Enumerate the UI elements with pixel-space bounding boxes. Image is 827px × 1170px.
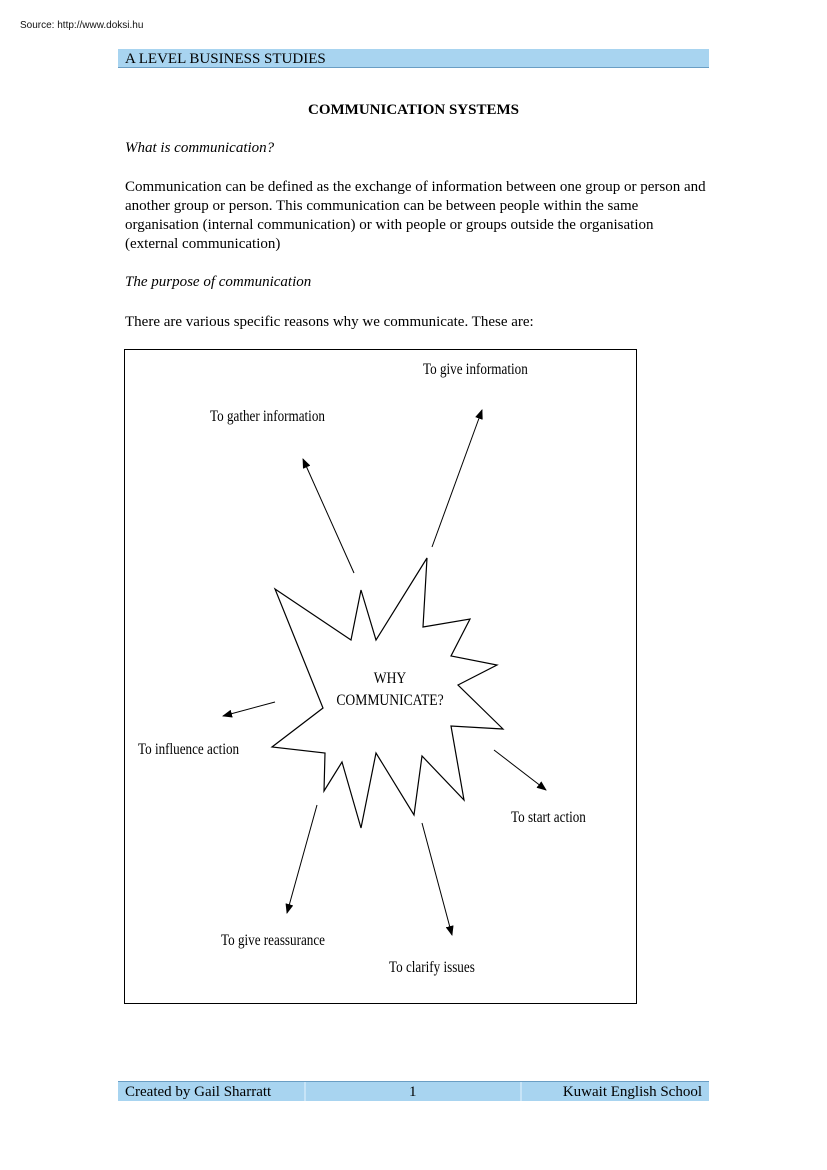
label-gather-information: To gather information bbox=[210, 408, 325, 425]
center-label-line2: COMMUNICATE? bbox=[336, 692, 444, 709]
section-heading-what: What is communication? bbox=[125, 140, 275, 156]
label-influence-action: To influence action bbox=[138, 741, 240, 758]
section-heading-purpose: The purpose of communication bbox=[125, 274, 312, 290]
arrow-give-information bbox=[432, 410, 482, 547]
footer-divider bbox=[304, 1082, 306, 1101]
label-start-action: To start action bbox=[511, 809, 586, 826]
footer-page-number: 1 bbox=[409, 1084, 417, 1100]
arrow-clarify-issues bbox=[422, 823, 452, 935]
footer-bar bbox=[118, 1081, 709, 1101]
arrow-start-action bbox=[494, 750, 546, 790]
section-body-purpose: There are various specific reasons why we communicate. These are: bbox=[125, 314, 534, 330]
label-clarify-issues: To clarify issues bbox=[389, 959, 475, 976]
center-label bbox=[326, 668, 454, 712]
arrow-give-reassurance bbox=[287, 805, 317, 913]
section-body-what: Communication can be defined as the exchange of information between one group or person and another group or person. This communication can be between people within the same organisation (internal communication) or with people or groups outside the organisation (external communication) bbox=[125, 179, 706, 252]
source-url: Source: http://www.doksi.hu bbox=[20, 20, 144, 31]
center-label-line1: WHY bbox=[373, 670, 407, 687]
footer-school: Kuwait English School bbox=[562, 1084, 702, 1100]
header-text: A LEVEL BUSINESS STUDIES bbox=[125, 51, 326, 67]
footer-divider bbox=[520, 1082, 522, 1101]
label-give-information: To give information bbox=[423, 361, 528, 378]
arrow-influence-action bbox=[223, 702, 275, 716]
header-bar bbox=[118, 49, 709, 68]
label-give-reassurance: To give reassurance bbox=[221, 932, 325, 949]
page-title: COMMUNICATION SYSTEMS bbox=[308, 102, 519, 118]
why-communicate-diagram bbox=[124, 349, 637, 1004]
arrow-gather-information bbox=[303, 459, 354, 573]
footer-author: Created by Gail Sharratt bbox=[125, 1084, 272, 1100]
